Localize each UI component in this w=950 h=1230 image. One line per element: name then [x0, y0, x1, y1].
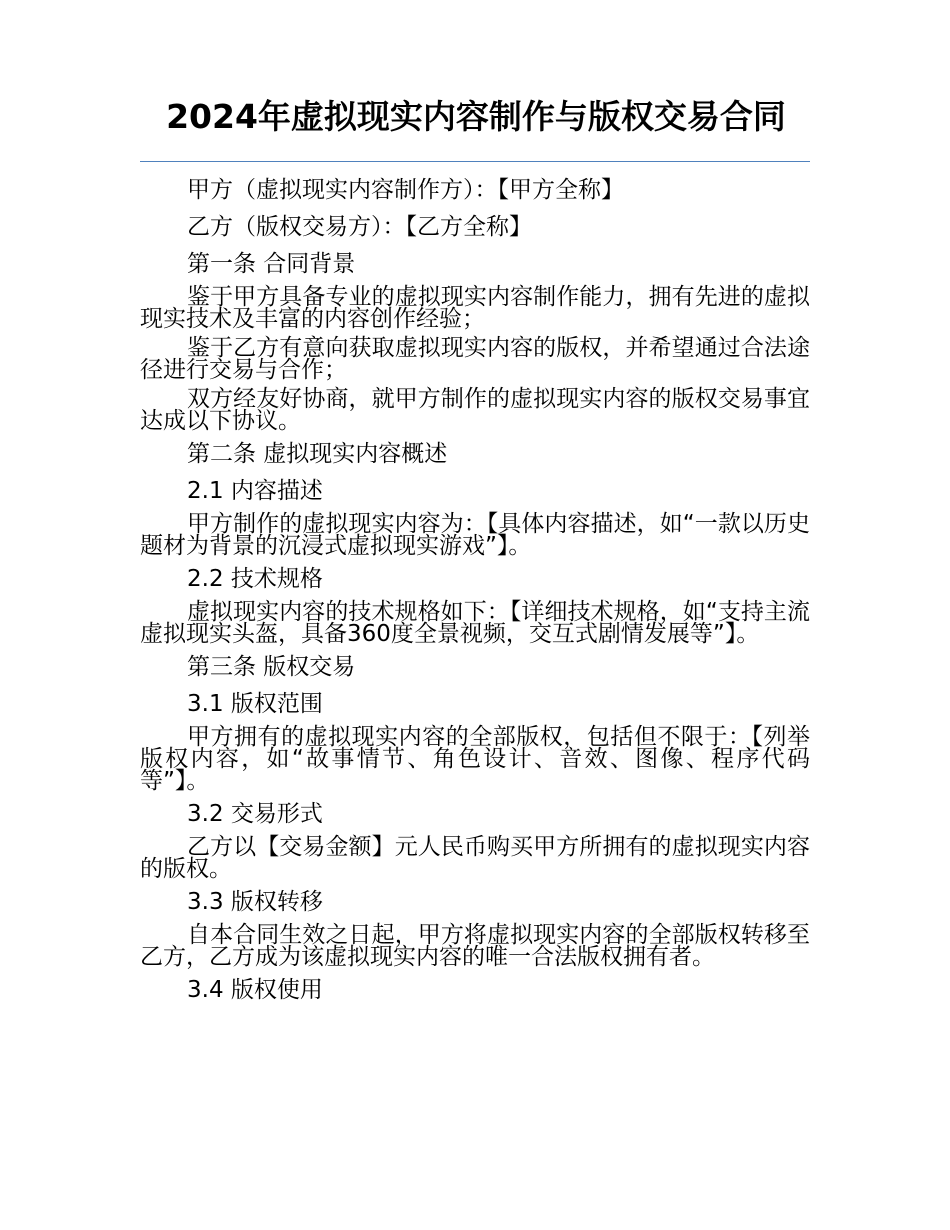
section-heading: 3.3 版权转移	[187, 889, 323, 915]
paragraph: 自本合同生效之日起，甲方将虚拟现实内容的全部版权转移至乙方，乙方成为该虚拟现实内容的唯一合法版权拥有者。	[140, 922, 810, 970]
paragraph: 乙方以【交易金额】元人民币购买甲方所拥有的虚拟现实内容的版权。	[140, 834, 810, 882]
party-b-line: 乙方（版权交易方）：【乙方全称】	[187, 214, 532, 240]
document-body	[140, 175, 810, 1012]
article-heading: 第一条 合同背景	[187, 251, 356, 277]
paragraph: 鉴于乙方有意向获取虚拟现实内容的版权，并希望通过合法途径进行交易与合作；	[140, 335, 810, 383]
section-heading: 3.1 版权范围	[187, 691, 323, 717]
section-heading: 2.2 技术规格	[187, 566, 323, 592]
paragraph: 甲方制作的虚拟现实内容为：【具体内容描述，如“一款以历史题材为背景的沉浸式虚拟现实游戏”】。	[140, 511, 810, 559]
article-heading: 第二条 虚拟现实内容概述	[187, 441, 448, 467]
paragraph: 甲方拥有的虚拟现实内容的全部版权，包括但不限于：【列举版权内容，如“故事情节、角色设计、音效、图像、程序代码等”】。	[140, 724, 810, 794]
section-heading: 2.1 内容描述	[187, 478, 323, 504]
section-heading: 3.4 版权使用	[187, 977, 323, 1003]
party-a-line: 甲方（虚拟现实内容制作方）：【甲方全称】	[187, 177, 624, 203]
paragraph: 虚拟现实内容的技术规格如下：【详细技术规格，如“支持主流虚拟现实头盔，具备360度全景视频，交互式剧情发展等”】。	[140, 599, 810, 647]
paragraph: 双方经友好协商，就甲方制作的虚拟现实内容的版权交易事宜达成以下协议。	[140, 386, 810, 434]
section-heading: 3.2 交易形式	[187, 801, 323, 827]
document-title: 2024年虚拟现实内容制作与版权交易合同	[166, 97, 786, 136]
article-heading: 第三条 版权交易	[187, 654, 356, 680]
title-divider	[140, 161, 810, 162]
paragraph: 鉴于甲方具备专业的虚拟现实内容制作能力，拥有先进的虚拟现实技术及丰富的内容创作经验；	[140, 284, 810, 332]
